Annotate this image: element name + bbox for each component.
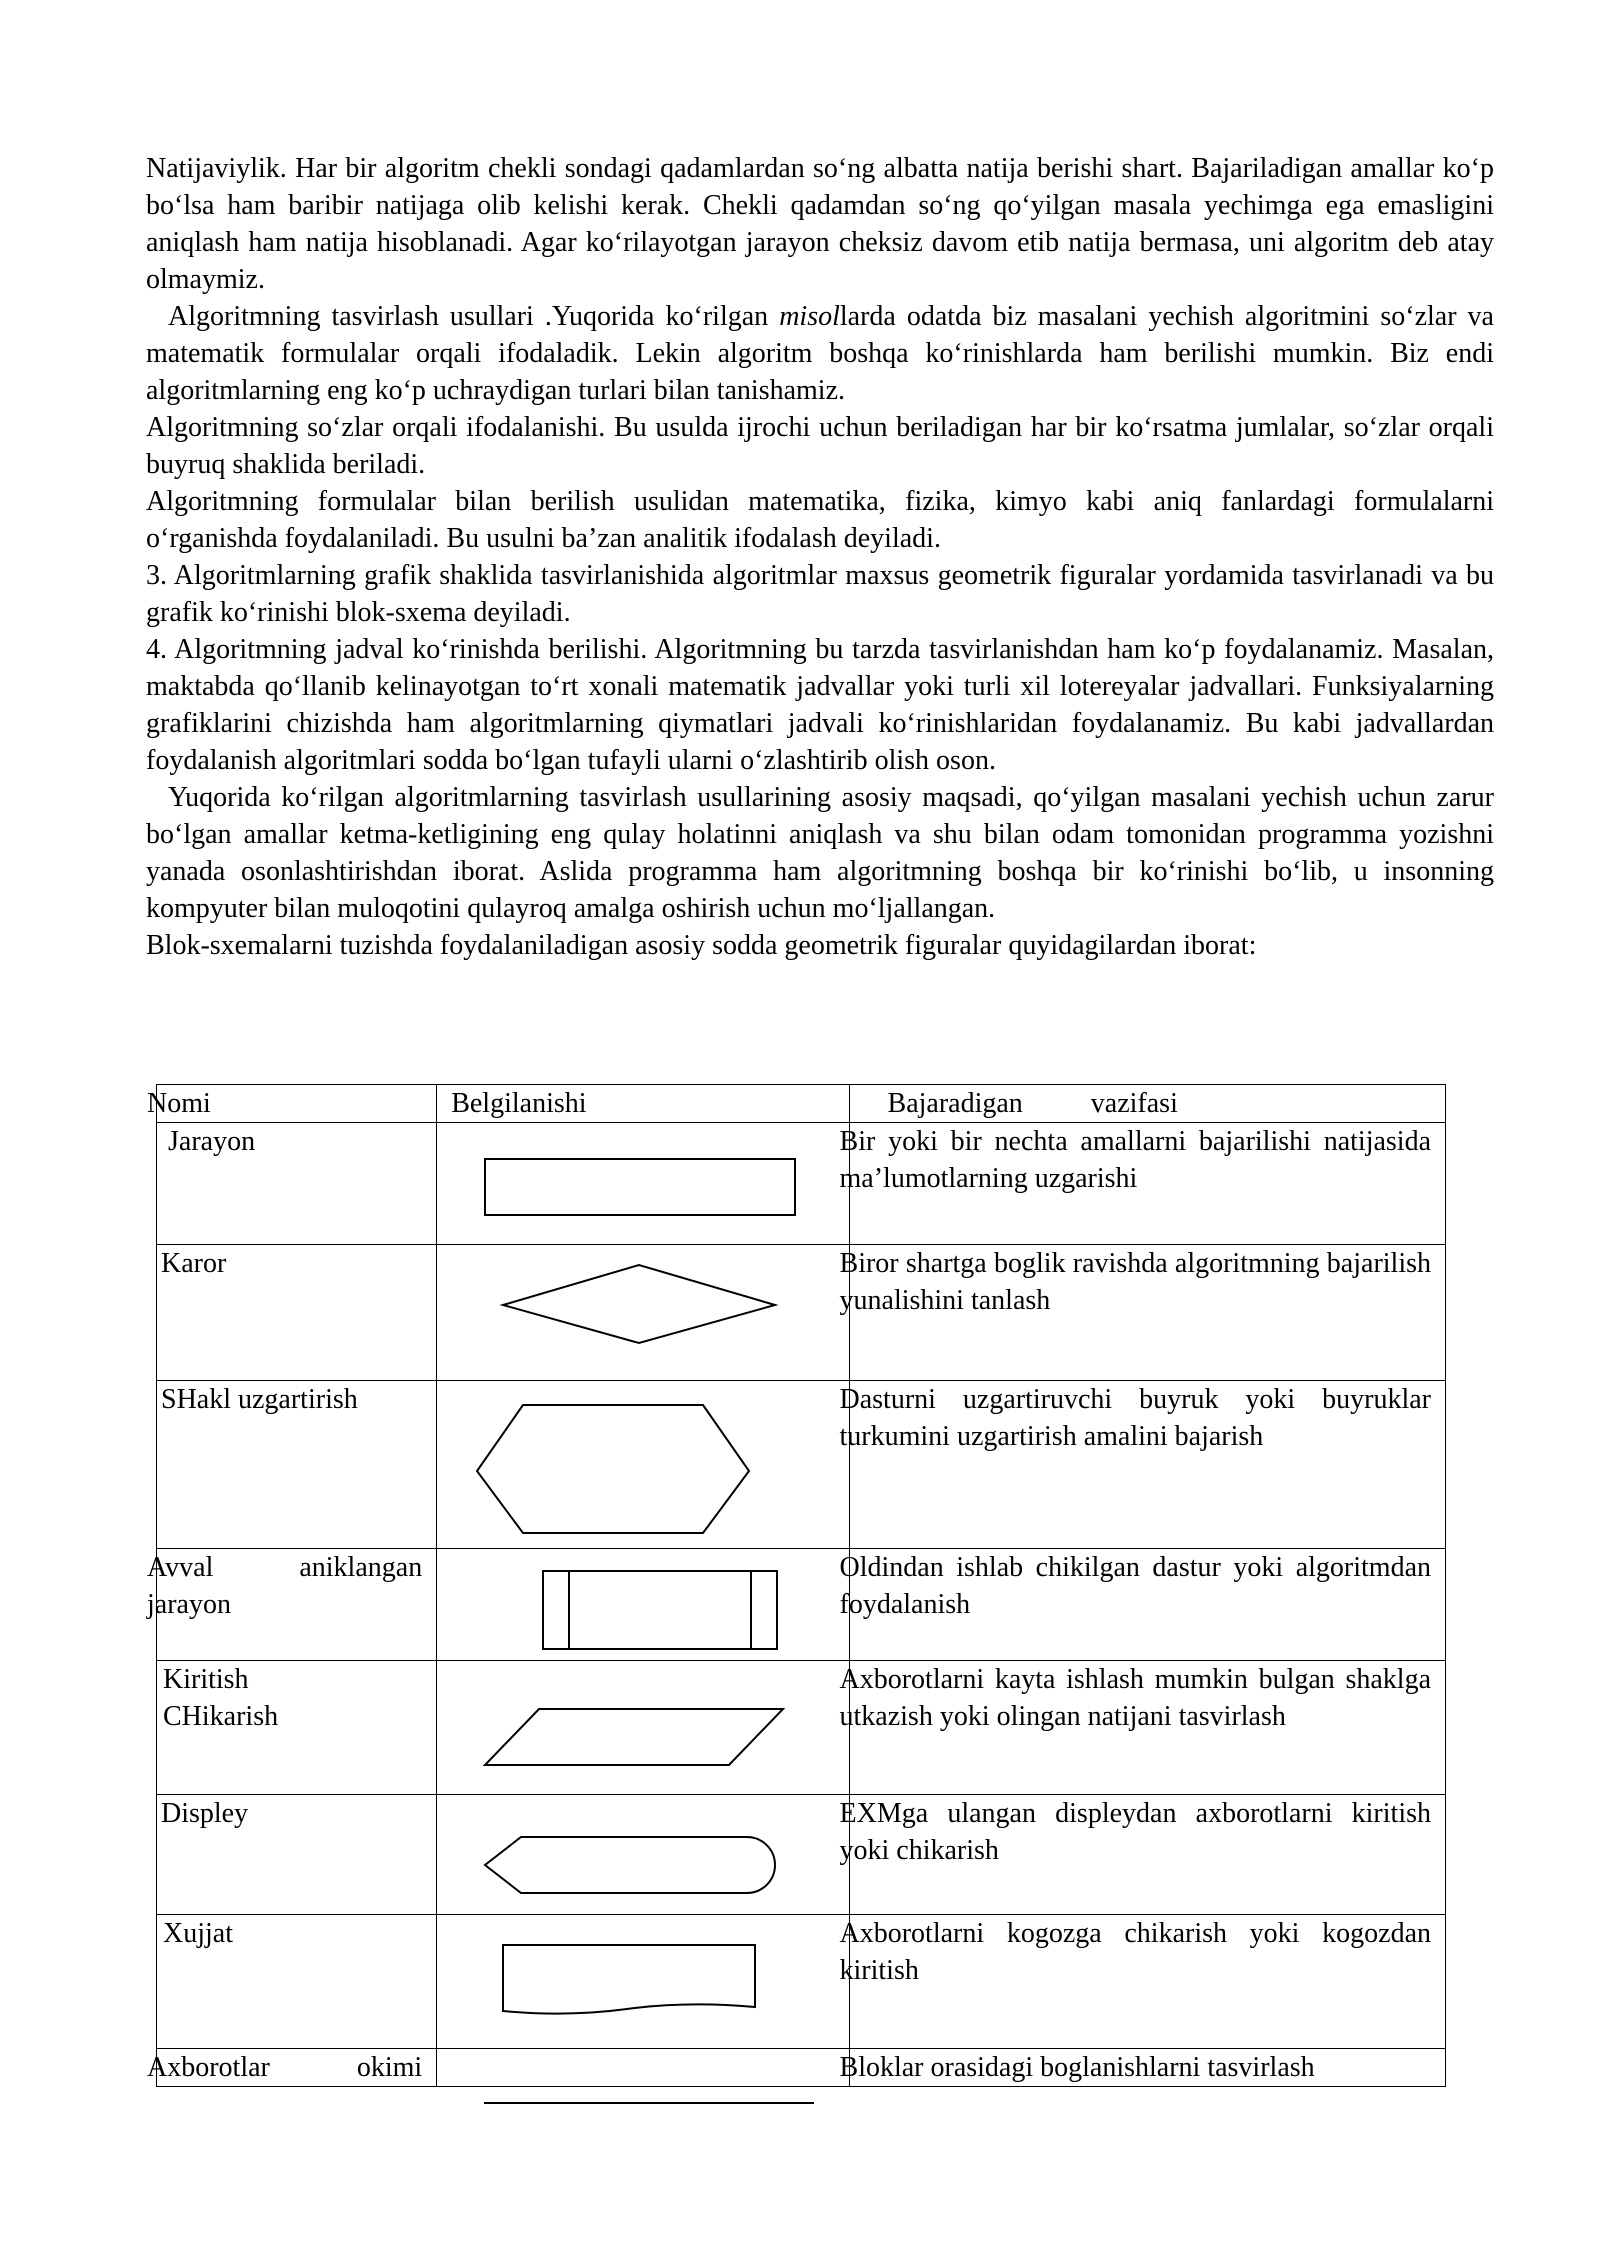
predefined-process-icon <box>437 1549 847 1659</box>
symbol-description: Bloklar orasidagi boglanishlarni tasvirlash <box>839 2052 1315 2083</box>
symbol-cell <box>437 1661 849 1795</box>
symbol-name: Displey <box>147 1798 249 1829</box>
table-row <box>157 1381 1446 1549</box>
display-icon <box>437 1795 847 1913</box>
paragraph-sozlar: Algoritmning so‘zlar orqali ifodalanishi. Bu usulda ijrochi uchun beriladigan har bir ko‘rsatma jumlalar, so‘zlar orqali buyruq shaklida beriladi. <box>146 412 1494 480</box>
table-header-row <box>157 1085 1446 1123</box>
table-row <box>157 1795 1446 1915</box>
table-row <box>157 1915 1446 2049</box>
paragraph-blok-sxema-intro: Blok-sxemalarni tuzishda foydalaniladigan asosiy sodda geometrik figuralar quyidagilardan iborat: <box>146 930 1257 961</box>
paragraph-text: Algoritmning tasvirlash usullari .Yuqorida ko‘rilgan <box>168 301 780 332</box>
hexagon-icon <box>437 1381 847 1547</box>
header-cell <box>849 1085 1445 1123</box>
paragraph-jadval: 4. Algoritmning jadval ko‘rinishda berilishi. Algoritmning bu tarzda tasvirlanishdan ham ko‘p foydalanamiz. Masalan, maktabda qo‘llanib kelinayotgan to‘rt xonali matematik jadvallar yoki turli xil lotereyalar jadvallari. Funksiyalarning grafiklarini chizishda ham algoritmlarning qiymatlari jadvali ko‘rinishlaridan foydalanamiz. Bu kabi jadvallardan foydalanish algoritmlari sodda bo‘lgan tufayli ularni o‘zlashtirib olish oson. <box>146 634 1494 776</box>
header-name: Nomi <box>147 1088 211 1119</box>
table-row <box>157 2049 1446 2087</box>
symbol-description: Dasturni uzgartiruvchi buyruk yoki buyruklar turkumini uzgartirish amalini bajarish <box>839 1384 1431 1452</box>
symbol-cell <box>437 1549 849 1661</box>
table-row <box>157 1123 1446 1245</box>
paragraph-formulalar: Algoritmning formulalar bilan berilish usulidan matematika, fizika, kimyo kabi aniq fanlardagi formulalarni o‘rganishda foydalaniladi. Bu usulni ba’zan analitik ifodalash deyiladi. <box>146 486 1494 554</box>
symbol-name: Axborotlar okimi <box>147 2052 423 2083</box>
symbol-description: Oldindan ishlab chikilgan dastur yoki algoritmdan foydalanish <box>839 1552 1431 1620</box>
symbol-name: Jarayon <box>147 1126 256 1157</box>
symbol-name: SHakl uzgartirish <box>147 1384 358 1415</box>
table-row <box>157 1549 1446 1661</box>
symbol-cell <box>437 2049 849 2087</box>
symbol-cell <box>437 1381 849 1549</box>
document-icon <box>437 1915 847 2047</box>
symbol-name: Xujjat <box>163 1918 233 1949</box>
symbol-description: Axborotlarni kayta ishlash mumkin bulgan shaklga utkazish yoki olingan natijani tasvirlash <box>839 1664 1431 1732</box>
paragraph-grafik: 3. Algoritmlarning grafik shaklida tasvirlanishida algoritmlar maxsus geometrik figuralar yordamida tasvirlanadi va bu grafik ko‘rinishi blok-sxema deyiladi. <box>146 560 1494 628</box>
paragraph-tasvirlash-usullari <box>146 298 1494 409</box>
header-symbol: Belgilanishi <box>451 1088 587 1119</box>
symbol-cell <box>437 1123 849 1245</box>
parallelogram-icon <box>437 1661 847 1793</box>
paragraph-maqsad: Yuqorida ko‘rilgan algoritmlarning tasvirlash usullarining asosiy maqsadi, qo‘yilgan masalani yechish uchun zarur bo‘lgan amallar ketma-ketligining eng qulay holatinni aniqlash va shu bilan odam tomonidan programma yozishni yanada osonlashtirishdan iborat. Aslida programma ham algoritmning boshqa bir ko‘rinishi bo‘lib, u insonning kompyuter bilan muloqotini qulayroq amalga oshirish uchun mo‘ljallangan. <box>146 782 1494 924</box>
header-cell <box>437 1085 849 1123</box>
table-row <box>157 1661 1446 1795</box>
paragraph-natijaviylik: Natijaviylik. Har bir algoritm chekli sondagi qadamlardan so‘ng albatta natija berishi shart. Bajariladigan amallar ko‘p bo‘lsa ham baribir natijaga olib kelishi kerak. Chekli qadamdan so‘ng qo‘yilgan masala yechimga ega emasligini aniqlash ham natija hisoblanadi. Agar ko‘rilayotgan jarayon cheksiz davom etib natija bermasa, uni algoritm deb atay olmaymiz. <box>146 153 1494 295</box>
italic-word: misol <box>779 301 840 332</box>
symbol-cell <box>437 1245 849 1381</box>
symbol-description: Axborotlarni kogozga chikarish yoki kogozdan kiritish <box>839 1918 1431 1986</box>
symbol-name: Kiritish CHikarish <box>163 1664 279 1732</box>
symbol-name: Avval aniklangan jarayon <box>147 1552 423 1620</box>
table-row <box>157 1245 1446 1381</box>
body-text <box>146 150 1494 964</box>
symbol-description: Bir yoki bir nechta amallarni bajarilishi natijasida ma’lumotlarning uzgarishi <box>839 1126 1431 1194</box>
header-cell <box>147 1085 437 1123</box>
paragraph-text: larda odatda biz masalani yechish algoritmini so‘zlar va matematik formulalar orqali ifodaladik. Lekin algoritm boshqa ko‘rinishlarda ham berilishi mumkin. Biz endi algoritmlarning eng ko‘p uchraydigan turlari bilan tanishamiz. <box>146 301 1494 406</box>
header-task: Bajaradigan vazifasi <box>887 1088 1178 1119</box>
flow-line-icon <box>484 2102 814 2104</box>
symbol-description: Biror shartga boglik ravishda algoritmning bajarilish yunalishini tanlash <box>839 1248 1431 1316</box>
rectangle-icon <box>437 1123 847 1243</box>
flowchart-symbols-table <box>147 1084 1446 2087</box>
diamond-icon <box>437 1245 847 1379</box>
symbol-description: EXMga ulangan displeydan axborotlarni kiritish yoki chikarish <box>839 1798 1431 1866</box>
symbol-cell <box>437 1915 849 2049</box>
symbol-name: Karor <box>147 1248 227 1279</box>
symbol-cell <box>437 1795 849 1915</box>
